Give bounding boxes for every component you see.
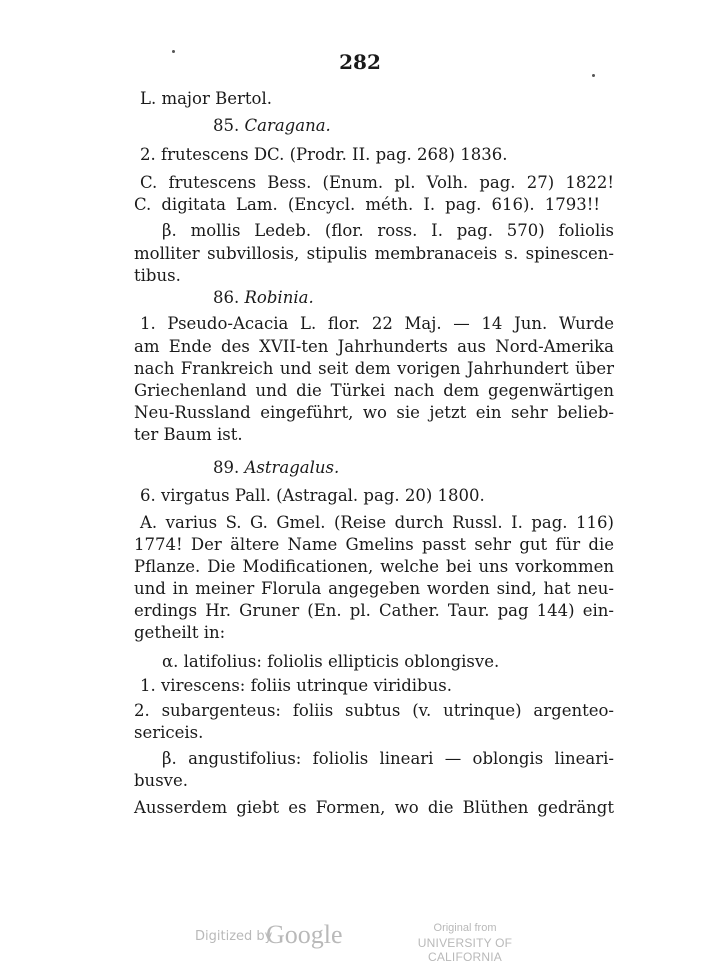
text-line: 2. subargenteus: foliis subtus (v. utrinque) argenteo- [134, 701, 614, 720]
page-number: 282 [339, 50, 381, 74]
section-number: 85. [213, 116, 240, 135]
text-line: C. frutescens Bess. (Enum. pl. Volh. pag. 27) 1822! [140, 173, 614, 192]
text-line: nach Frankreich und seit dem vorigen Jahrhundert über [134, 359, 614, 378]
text-line: A. varius S. G. Gmel. (Reise durch Russl. I. pag. 116) [140, 513, 614, 532]
text-line: am Ende des XVII-ten Jahrhunderts aus Nord-Amerika [134, 337, 614, 356]
text-line: 1774! Der ältere Name Gmelins passt sehr gut für die [134, 535, 614, 554]
section-heading [213, 287, 314, 309]
text-line: tibus. [134, 266, 181, 285]
text-line: β. mollis Ledeb. (flor. ross. I. pag. 570) foliolis [162, 221, 614, 240]
university-label: UNIVERSITY OF CALIFORNIA [417, 936, 513, 964]
text-line: und in meiner Florula angegeben worden sind, hat neu- [134, 579, 614, 598]
text-line: Ausserdem giebt es Formen, wo die Blüthen gedrängt [134, 798, 614, 817]
genus-name: Caragana. [244, 116, 331, 135]
text-line: 1. Pseudo-Acacia L. flor. 22 Maj. — 14 Jun. Wurde [140, 314, 614, 333]
digitization-watermark [0, 920, 720, 964]
text-line: L. major Bertol. [140, 89, 272, 108]
section-heading [213, 115, 331, 137]
genus-name: Robinia. [244, 288, 314, 307]
text-line: ter Baum ist. [134, 425, 243, 444]
text-line: 2. frutescens DC. (Prodr. II. pag. 268) 1836. [140, 145, 508, 164]
text-line: Pflanze. Die Modificationen, welche bei uns vorkommen [134, 557, 614, 576]
ink-speck [592, 74, 595, 77]
section-heading [213, 457, 339, 479]
genus-name: Astragalus. [244, 458, 340, 477]
text-line: sericeis. [134, 723, 204, 742]
text-line: 6. virgatus Pall. (Astragal. pag. 20) 1800. [140, 486, 485, 505]
original-from-label: Original from [433, 922, 497, 934]
text-line: C. digitata Lam. (Encycl. méth. I. pag. 616). 1793!! [134, 195, 600, 214]
text-line: erdings Hr. Gruner (En. pl. Cather. Taur. pag 144) ein- [134, 601, 614, 620]
text-line: Griechenland und die Türkei nach dem gegenwärtigen [134, 381, 614, 400]
google-logo: Google [266, 920, 343, 949]
section-number: 89. [213, 458, 240, 477]
text-line: α. latifolius: foliolis ellipticis oblongisve. [162, 652, 500, 671]
text-line: β. angustifolius: foliolis lineari — oblongis lineari- [162, 749, 614, 768]
text-line: Neu-Russland eingeführt, wo sie jetzt ein sehr belieb- [134, 403, 614, 422]
text-line: busve. [134, 771, 188, 790]
text-line: 1. virescens: foliis utrinque viridibus. [140, 676, 452, 695]
text-line: molliter subvillosis, stipulis membranaceis s. spinescen- [134, 244, 614, 263]
text-line: getheilt in: [134, 623, 226, 642]
section-number: 86. [213, 288, 240, 307]
digitized-by-label: Digitized by [195, 929, 273, 944]
